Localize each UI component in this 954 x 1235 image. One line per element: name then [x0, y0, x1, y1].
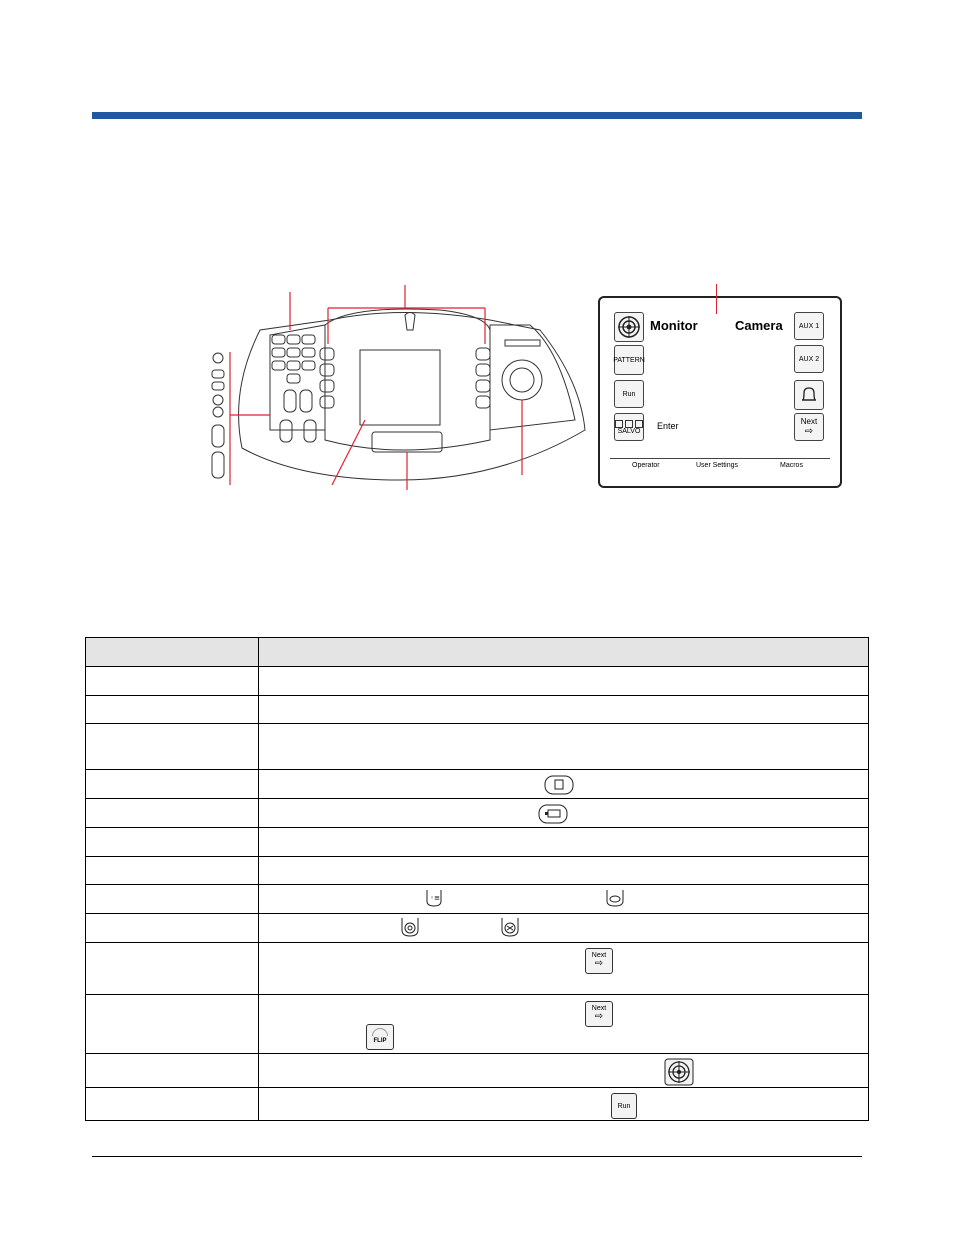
- table-cell: [259, 943, 869, 995]
- zoom-tele-icon: [426, 889, 442, 912]
- table-row: [86, 696, 869, 724]
- aux2-label: AUX 2: [798, 355, 820, 363]
- table-cell: [259, 724, 869, 770]
- aux1-label: AUX 1: [798, 322, 820, 330]
- run-label: Run: [622, 390, 636, 398]
- table-cell: [86, 943, 259, 995]
- table-row: [86, 995, 869, 1054]
- flip-arc-icon: [372, 1028, 388, 1036]
- table-row: [86, 1088, 869, 1121]
- iris-close-icon: [501, 917, 519, 942]
- salvo-button[interactable]: [614, 413, 644, 441]
- monitor-key-icon: [544, 775, 574, 800]
- next-key-icon: [585, 1001, 613, 1027]
- flip-key-icon: [366, 1024, 394, 1050]
- table-cell: [86, 770, 259, 799]
- arrow-right-icon: ⇨: [804, 426, 814, 437]
- table-cell: [86, 828, 259, 857]
- table-row: [86, 943, 869, 995]
- bell-icon: [800, 385, 818, 405]
- table-cell: [259, 914, 869, 943]
- table-cell: [259, 828, 869, 857]
- table-row: [86, 1054, 869, 1088]
- table-cell: [86, 667, 259, 696]
- monitor-label: Monitor: [650, 318, 698, 333]
- table-cell: [86, 1054, 259, 1088]
- table-cell: [86, 914, 259, 943]
- run-key-label: Run: [617, 1102, 631, 1110]
- table-header-row: [86, 638, 869, 667]
- salvo-label: SALVO: [617, 427, 641, 435]
- run-button[interactable]: [614, 380, 644, 408]
- iris-open-icon: [401, 917, 419, 942]
- arrow-right-icon: ⇨: [594, 958, 604, 969]
- touch-screen-display: [598, 296, 842, 488]
- next-label: Next: [800, 417, 818, 426]
- table-cell: [259, 1054, 869, 1088]
- table-row: [86, 667, 869, 696]
- table-cell: [86, 995, 259, 1054]
- target-button[interactable]: [614, 312, 644, 342]
- table-cell: [259, 857, 869, 885]
- enter-label: Enter: [657, 421, 679, 431]
- next-button[interactable]: [794, 413, 824, 441]
- touch-screen-callout: [716, 284, 717, 314]
- svg-text:◦≡: ◦≡: [430, 894, 440, 902]
- table-row: [86, 828, 869, 857]
- pattern-label: PATTERN: [613, 356, 645, 364]
- pattern-button[interactable]: [614, 345, 644, 375]
- table-row: [86, 857, 869, 885]
- table-cell: [86, 1088, 259, 1121]
- salvo-squares-icon: [615, 420, 643, 428]
- aux2-button[interactable]: [794, 345, 824, 373]
- table-cell: [86, 696, 259, 724]
- camera-label: Camera: [735, 318, 783, 333]
- target-icon: [617, 315, 641, 339]
- arrow-right-icon: ⇨: [594, 1011, 604, 1022]
- table-row: [86, 914, 869, 943]
- table-row: [86, 885, 869, 914]
- table-row: [86, 724, 869, 770]
- header-cell: [259, 638, 869, 667]
- tab-user-settings[interactable]: User Settings: [696, 462, 739, 469]
- zoom-wide-icon: [606, 889, 624, 912]
- table-cell: [86, 724, 259, 770]
- table-cell: [259, 885, 869, 914]
- tab-macros[interactable]: Macros: [780, 462, 803, 469]
- table-cell: [86, 799, 259, 828]
- camera-key-icon: [538, 804, 568, 829]
- table-cell: [259, 1088, 869, 1121]
- header-rule: [92, 112, 862, 119]
- table-cell: [86, 885, 259, 914]
- alarm-button[interactable]: [794, 380, 824, 410]
- flip-key-label: FLIP: [373, 1038, 387, 1044]
- footer-rule: [92, 1156, 862, 1157]
- table-cell: [259, 667, 869, 696]
- table-row: [86, 799, 869, 828]
- tab-operator[interactable]: Operator: [632, 462, 660, 469]
- table-cell: [86, 857, 259, 885]
- header-cell: [86, 638, 259, 667]
- run-key-icon: [611, 1093, 637, 1119]
- table-row: [86, 770, 869, 799]
- keyboard-console-diagram: [200, 280, 590, 490]
- aux1-button[interactable]: [794, 312, 824, 340]
- next-key-label: Next: [591, 952, 607, 959]
- table-cell: [259, 995, 869, 1054]
- tab-bar: [610, 458, 830, 477]
- table-cell: [259, 696, 869, 724]
- target-key-icon: [664, 1058, 694, 1091]
- next-key-label: Next: [591, 1005, 607, 1012]
- next-key-icon: [585, 948, 613, 974]
- function-table: [85, 637, 869, 1121]
